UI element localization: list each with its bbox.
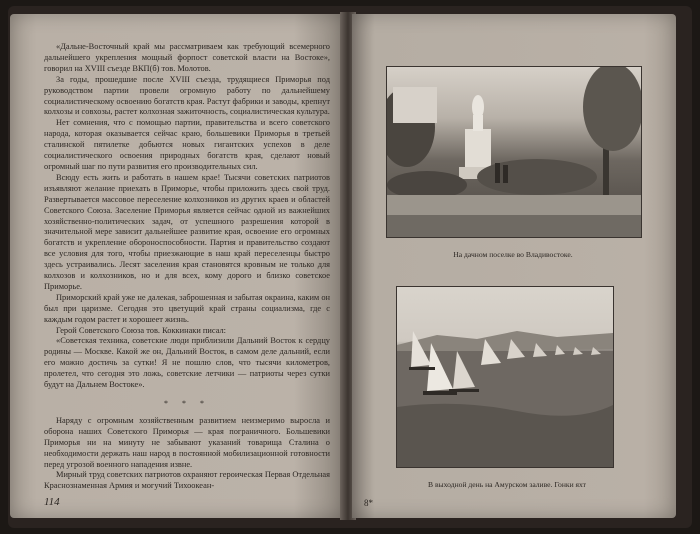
paragraph: Приморский край уже не далекая, заброшенная и забытая окраина, каким он был при царизме. Сегодня это цветущий край страны социализма, где с каждым годом растет и хорошеет жизнь.: [44, 292, 330, 324]
quote-paragraph: «Советская техника, советские люди приблизили Дальний Восток к сердцу родины — Москве. Какой же он, Дальний Восток, в самом деле дальний, если его можно достичь за сутки! Я не пошлю слов, что тысячи километров, пролетел, что сегодня это ложь, советские летчики — патриоты через сутки будут на Дальнем Востоке».: [44, 336, 330, 390]
paragraph: За годы, прошедшие после XVIII съезда, трудящиеся Приморья под руководством партии провели огромную работу по дальнейшему социалистическому освоению богатств края. Растут фабрики и заводы, крепнут колхозы и совхозы, растет колхозная зажиточность, социалистическая культура.: [44, 74, 330, 117]
paragraph: Мирный труд советских патриотов охраняют героическая Первая Отдельная Краснознаменная Армия и могучий Тихоокеан-: [44, 470, 330, 491]
page-number: 114: [44, 496, 60, 508]
paragraph: Всюду есть жить и работать в нашем крае! Тысячи советских патриотов изъявляют желание приехать в Приморье, чтобы приложить здесь свой труд. Развертывается массовое переселение колхозников из других краев и областей Советского Союза. Заселение Приморья является сейчас одной из важнейших хозяйственно-политических задач, от успешного разрешения которой в значительной мере зависит дальнейшее развитие края, освоение его огромных богатств и укрепление обороноспособности. Партия и правительство создают все условия для того, чтобы приезжающие в наш край переселенцы быстро здесь устраивались. Лесят заселения края становятся кровным не только для колхозов и колхозников, но и для всех, кому дорого и близко советское Приморье.: [44, 172, 330, 291]
paragraph: Нет сомнения, что с помощью партии, правительства и всего советского народа, которая оказывается сейчас краю, большевики Приморья в третьей сталинской пятилетке добьются новых гигантских успехов в деле социалистического освоения природных богатств края, сделают новый огромный шаг по пути развития его производительных сил.: [44, 118, 330, 171]
signature-mark: 8*: [364, 498, 373, 508]
photo-monument: [386, 66, 642, 238]
photo-yachts: [396, 286, 614, 468]
paragraph: Герой Советского Союза тов. Коккинаки писал:: [56, 325, 227, 335]
left-page: [10, 14, 344, 518]
paragraph: Наряду с огромным хозяйственным развитием неизмеримо выросла и оборона наших Советского Приморья — края пограничного. Большевики Приморья ни на минуту не забывают указаний товарища Сталина о необходимости держать наш народ в постоянной мобилизационной готовности перед угрозой военного нападения извне.: [44, 415, 330, 469]
right-page: [352, 14, 676, 518]
yacht-race-photo-image: [397, 287, 613, 467]
monument-photo-image: [387, 67, 641, 237]
left-page-text: [44, 42, 330, 492]
photo-caption-bottom: В выходной день на Амурском заливе. Гонки яхт: [428, 480, 586, 489]
photo-caption-top: На дачном поселке во Владивостоке.: [453, 250, 573, 259]
section-divider-stars: * * *: [164, 399, 210, 408]
paragraph: «Дальне-Восточный край мы рассматриваем как требующий всемерного дальнейшего укрепления мощный форпост советской власти на Востоке», говорил на XVIII съезде ВКП(б) тов. Молотов.: [44, 42, 330, 73]
